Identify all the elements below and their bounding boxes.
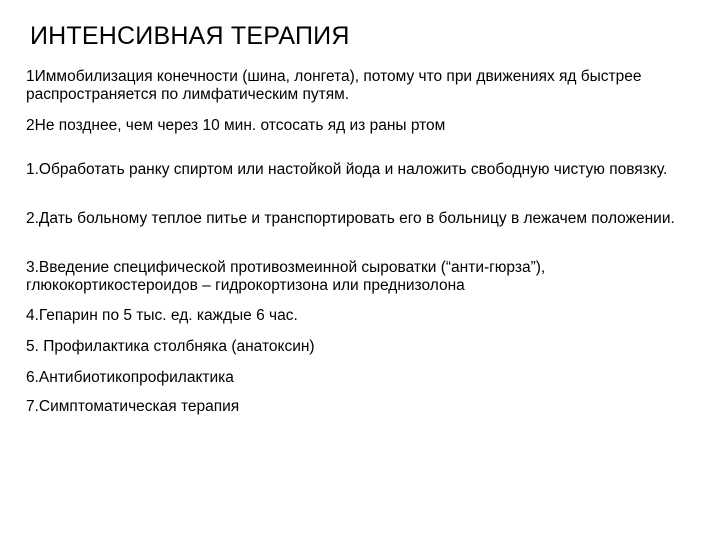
list-item-wound-treatment: 1.Обработать ранку спиртом или настойкой йода и наложить свободную чистую повязку. <box>26 161 668 178</box>
paragraph-immobilization: 1Иммобилизация конечности (шина, лонгета), потому что при движениях яд быстрее распространяется по лимфатическим путям. <box>26 68 642 103</box>
list-item-antibiotic-prophylaxis: 6.Антибиотикопрофилактика <box>26 369 234 386</box>
list-item-symptomatic-therapy: 7.Симптоматическая терапия <box>26 398 240 415</box>
list-item-antivenom: 3.Введение специфической противозмеинной сыроватки (“анти-гюрза”), глюкокортикостероидов – гидрокортизона или преднизолона <box>26 259 546 294</box>
paragraph-suction: 2Не позднее, чем через 10 мин. отсосать яд из раны ртом <box>26 117 446 134</box>
list-item-heparin: 4.Гепарин по 5 тыс. ед. каждые 6 час. <box>26 307 298 324</box>
list-item-tetanus-prophylaxis: 5. Профилактика столбняка (анатоксин) <box>26 338 315 355</box>
slide-title: ИНТЕНСИВНАЯ ТЕРАПИЯ <box>30 22 350 50</box>
list-item-warm-drink-transport: 2.Дать больному теплое питье и транспортировать его в больницу в лежачем положении. <box>26 210 675 227</box>
